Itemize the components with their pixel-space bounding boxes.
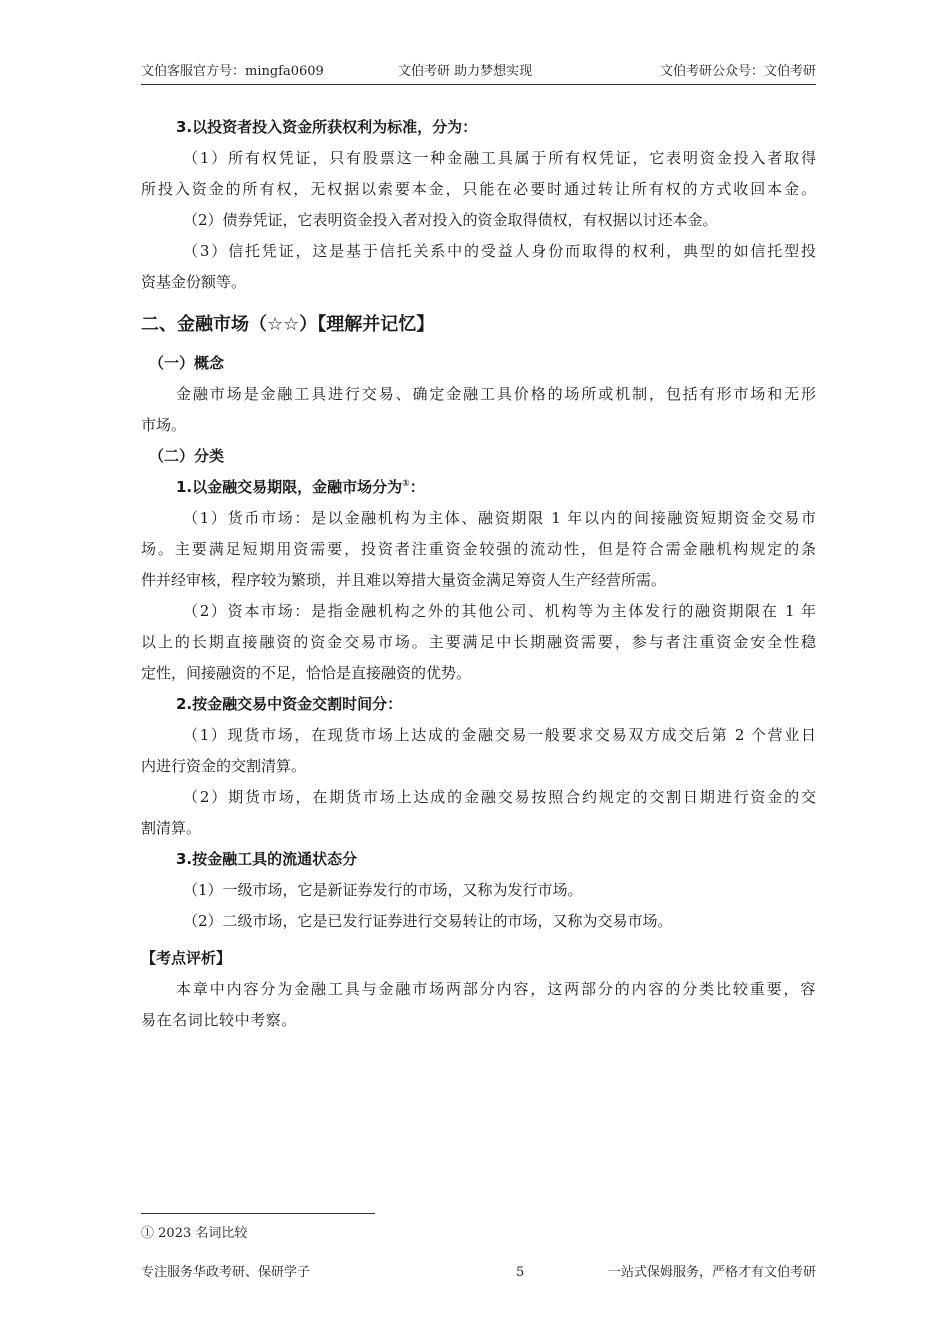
footnote-divider	[141, 1213, 375, 1214]
paragraph-concept-2: 市场。	[141, 416, 187, 434]
paragraph-trust-1: （3）信托凭证，这是基于信托关系中的受益人身份而取得的权利，典型的如信托型投	[183, 242, 816, 260]
analysis-text-2: 易在名词比较中考察。	[141, 1011, 298, 1029]
footnote-ref[interactable]: ①	[402, 479, 410, 489]
paragraph-capital-market-3: 定性，间接融资的不足，恰恰是直接融资的优势。	[141, 664, 472, 682]
header-center: 文伯考研 助力梦想实现	[398, 64, 533, 79]
paragraph-secondary-market: （2）二级市场，它是已发行证券进行交易转让的市场，又称为交易市场。	[183, 912, 673, 930]
subheading-concept: （一）概念	[149, 354, 225, 372]
heading-by-term-tail: ：	[409, 478, 425, 496]
paragraph-ownership-1: （1）所有权凭证，只有股票这一种金融工具属于所有权凭证，它表明资金投入者取得	[183, 149, 816, 167]
section-title-financial-market: 二、金融市场（☆☆）【理解并记忆】	[141, 314, 435, 335]
footer-left: 专注服务华政考研、保研学子	[141, 1265, 311, 1280]
analysis-text-1: 本章中内容分为金融工具与金融市场两部分内容，这两部分的内容的分类比较重要，容	[176, 980, 816, 998]
paragraph-spot-market-2: 内进行资金的交割清算。	[141, 757, 307, 775]
subheading-classification: （二）分类	[149, 447, 225, 465]
paragraph-ownership-2: 所投入资金的所有权，无权据以索要本金，只能在必要时通过转让所有权的方式收回本金。	[141, 180, 816, 198]
paragraph-primary-market: （1）一级市场，它是新证券发行的市场，又称为发行市场。	[183, 881, 583, 899]
heading-by-circulation: 3.按金融工具的流通状态分	[176, 850, 358, 868]
page-header	[141, 62, 816, 85]
footnote-mark: ①	[141, 1226, 155, 1241]
footer-right: 一站式保姆服务，严格才有文伯考研	[607, 1265, 816, 1280]
heading-investor-rights: 3.以投资者投入资金所获权利为标准，分为：	[176, 118, 478, 136]
page-body	[141, 112, 816, 1036]
paragraph-money-market-2: 场。主要满足短期用资需要，投资者注重资金较强的流动性，但是符合需金融机构规定的条	[141, 540, 816, 558]
paragraph-futures-market-1: （2）期货市场，在期货市场上达成的金融交易按照合约规定的交割日期进行资金的交	[183, 788, 816, 806]
paragraph-concept-1: 金融市场是金融工具进行交易、确定金融工具价格的场所或机制，包括有形市场和无形	[176, 385, 816, 403]
header-right: 文伯考研公众号：文伯考研	[659, 64, 816, 79]
paragraph-trust-2: 资基金份额等。	[141, 273, 247, 291]
page-footer	[141, 1263, 816, 1283]
footnote-text: 2023 名词比较	[154, 1226, 248, 1241]
heading-by-term	[141, 472, 816, 503]
analysis-title: 【考点评析】	[141, 949, 232, 967]
heading-by-settlement: 2.按金融交易中资金交割时间分：	[176, 695, 403, 713]
header-left: 文伯客服官方号：mingfa0609	[141, 64, 324, 79]
heading-by-term-text: 1.以金融交易期限，金融市场分为	[176, 478, 403, 496]
paragraph-bond: （2）债券凭证，它表明资金投入者对投入的资金取得债权，有权据以讨还本金。	[183, 211, 718, 229]
paragraph-capital-market-2: 以上的长期直接融资的资金交易市场。主要满足中长期融资需要，参与者注重资金安全性稳	[141, 633, 816, 651]
paragraph-capital-market-1: （2）资本市场：是指金融机构之外的其他公司、机构等为主体发行的融资期限在 1 年	[183, 602, 816, 620]
paragraph-spot-market-1: （1）现货市场，在现货市场上达成的金融交易一般要求交易双方成交后第 2 个营业日	[183, 726, 816, 744]
page-number: 5	[516, 1265, 525, 1280]
footnote	[141, 1224, 247, 1244]
paragraph-money-market-1: （1）货币市场：是以金融机构为主体、融资期限 1 年以内的间接融资短期资金交易市	[183, 509, 816, 527]
paragraph-money-market-3: 件并经审核，程序较为繁琐，并且难以筹措大量资金满足筹资人生产经营所需。	[141, 571, 667, 589]
paragraph-futures-market-2: 割清算。	[141, 819, 202, 837]
